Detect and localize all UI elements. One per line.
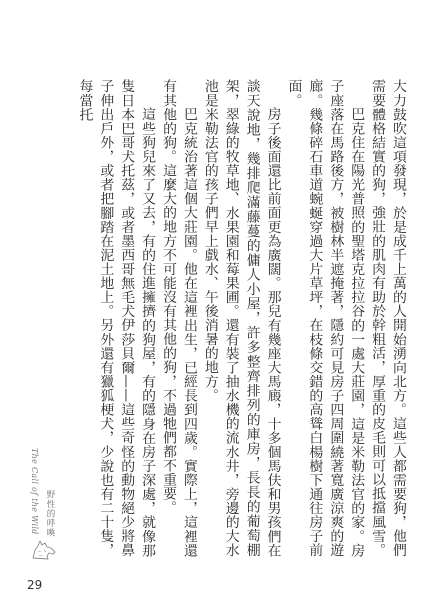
paragraph: 大力鼓吹這項發現，於是成千上萬的人開始湧向北方。這些人都需要狗，他們需要體格結實的狗，強壯的肌肉有助於幹粗活，厚重的皮毛則可以抵擋風雪。 bbox=[369, 79, 406, 557]
paragraph: 這些狗兒來了又去，有的住進擁擠的狗屋，有的隱身在房子深處，就像那隻日本巴哥犬托茲，或者墨西哥無毛犬伊莎貝爾——這些奇怪的動物絕少將鼻子伸出戶外，或者把腳踏在泥土地上。另外還有獵狐梗犬，少說也有二十隻，每當托 bbox=[76, 79, 156, 557]
running-title-zh: 野性的呼喚 bbox=[45, 490, 55, 538]
running-head bbox=[24, 448, 64, 568]
wolf-icon bbox=[29, 538, 59, 560]
paragraph: 巴克統治著這個大莊園。他在這裡出生，已經長到四歲。實際上，這裡還有其他的狗。這麼大的地方不可能沒有其他的狗，不過牠們都不重要。 bbox=[160, 79, 197, 557]
running-title-en: The Call of the Wild bbox=[30, 448, 39, 535]
page-number: 29 bbox=[27, 578, 43, 592]
paragraph: 巴克住在陽光普照的聖塔克拉拉谷的一處大莊園，這是米勒法官的家。房子座落在馬路後方，被樹林半遮掩著，隱約可見房子四周圍繞著寬廣涼爽的遊廊。幾條碎石車道蜿蜒穿過大片草坪，在枝條交錯的高聳白楊樹下通往房子前面。 bbox=[285, 79, 365, 557]
body-text bbox=[76, 79, 408, 557]
paragraph: 房子後面還比前面更為廣闊。那兒有幾座大馬廄，十多個馬伕和男孩們在談天說地，幾排爬滿藤蔓的傭人小屋，許多整齊排列的庫房，長長的葡萄棚架，翠綠的牧草地、水果園和莓果圃。還有裝了抽水機的流水井，旁邊的大水池是米勒法官的孩子們早上戲水、午後消暑的地方。 bbox=[201, 79, 281, 557]
